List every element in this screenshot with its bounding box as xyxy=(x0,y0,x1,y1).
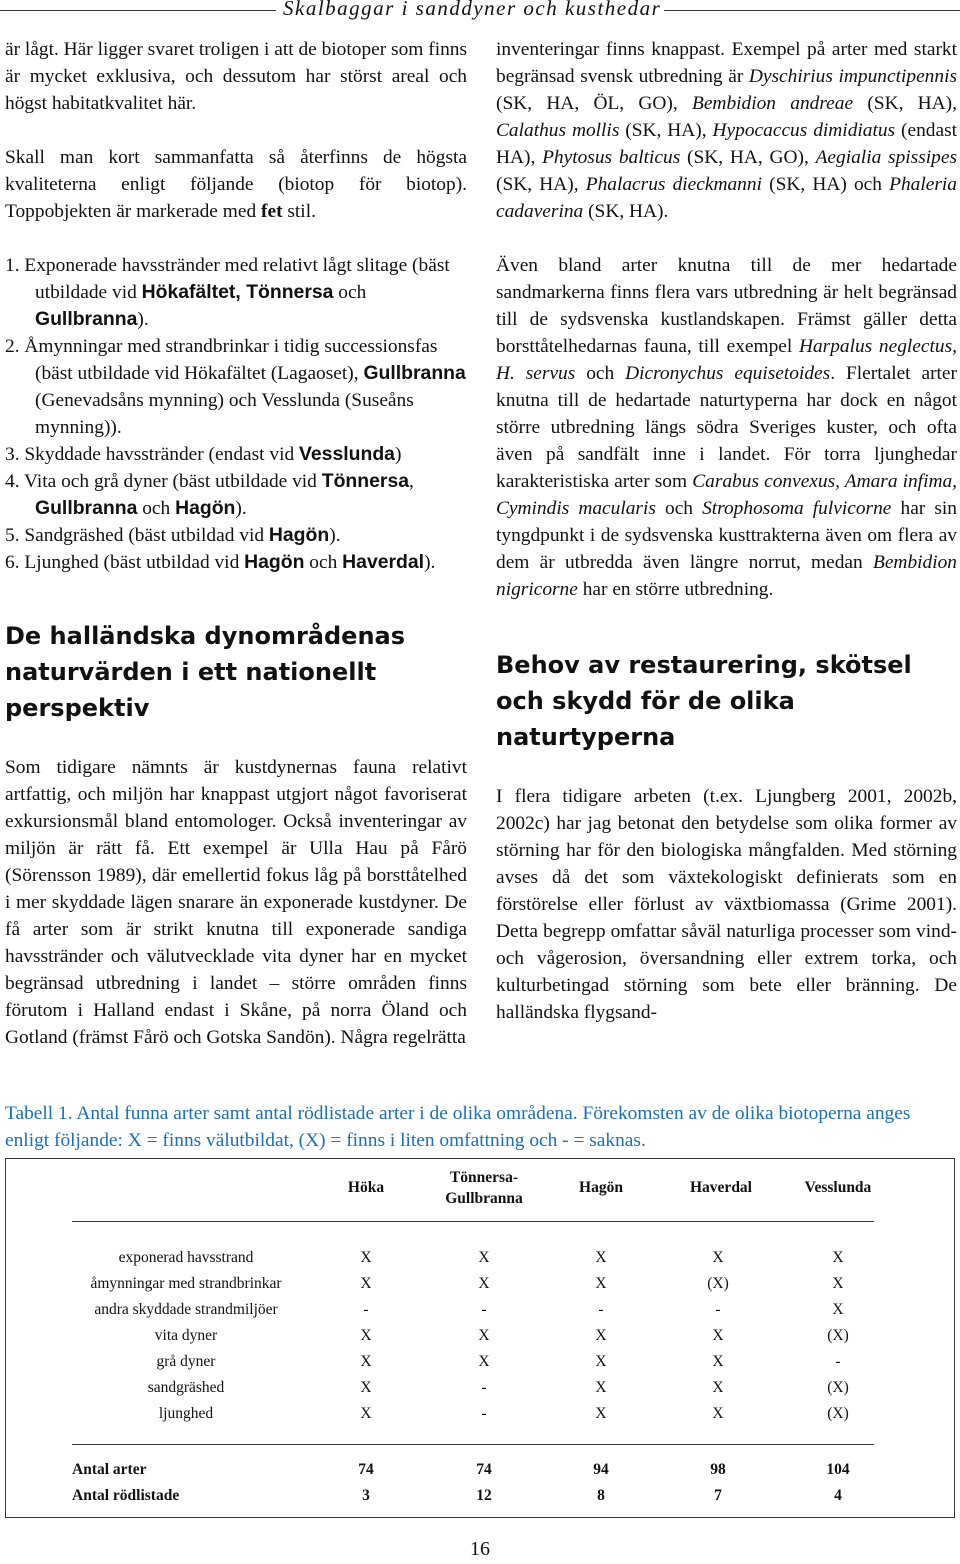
cell: X xyxy=(712,1379,724,1396)
list-item: 4. Vita och grå dyner (bäst utbildade vid Tönnersa, Gullbranna och Hagön). xyxy=(5,470,414,519)
cell: 4 xyxy=(834,1487,842,1504)
left-paragraph-2: Skall man kort sammanfatta så återfinns de högsta kvaliteterna enligt följande (biotop för biotop). Toppobjekten är markerade med fet stil. xyxy=(5,147,467,222)
running-header xyxy=(0,0,960,22)
cell: 3 xyxy=(362,1487,370,1504)
cell: - xyxy=(363,1301,369,1318)
right-column xyxy=(496,36,957,1026)
list-item: 3. Skyddade havsstränder (endast vid Vesslunda) xyxy=(5,443,402,465)
left-paragraph-1: är lågt. Här ligger svaret troligen i att de biotoper som finns är mycket exklusiva, och dessutom har störst areal och högst habitatkvalitet här. xyxy=(5,39,468,114)
cell: X xyxy=(832,1301,844,1318)
cell: 104 xyxy=(826,1461,850,1478)
cell: X xyxy=(595,1353,607,1370)
cell: X xyxy=(360,1379,372,1396)
left-column xyxy=(5,36,467,1051)
col-header-haverdal: Haverdal xyxy=(690,1179,752,1196)
cell: (X) xyxy=(827,1327,849,1344)
biotope-list xyxy=(5,252,467,576)
cell: X xyxy=(360,1327,372,1344)
right-paragraph-1: inventeringar finns knappast. Exempel på arter med starkt begränsad svensk utbredning är Dyschirius impunctipennis (SK, HA, ÖL, GO), Bembidion andreae (SK, HA), Calathus mollis (SK, HA), Hypocaccus dimidiatus (endast HA), Phytosus balticus (SK, HA, GO), Aegialia spissipes (SK, HA), Phalacrus dieckmanni (SK, HA) och Phaleria cadaverina (SK, HA). xyxy=(496,39,958,222)
row-label: Antal arter xyxy=(72,1461,147,1478)
cell: 98 xyxy=(710,1461,726,1478)
cell: - xyxy=(481,1405,487,1422)
col-header-vesslunda: Vesslunda xyxy=(804,1179,872,1196)
header-rule-right xyxy=(664,10,960,11)
header-rule-left xyxy=(0,10,276,11)
cell: X xyxy=(832,1249,844,1266)
header-title: Skalbaggar i sanddyner och kusthedar xyxy=(283,0,662,20)
cell: - xyxy=(835,1353,841,1370)
cell: - xyxy=(715,1301,721,1318)
cell: X xyxy=(595,1327,607,1344)
col-header-tonnersa: Tönnersa- xyxy=(449,1169,519,1186)
cell: X xyxy=(595,1249,607,1266)
cell: 74 xyxy=(358,1461,374,1478)
table-caption: Tabell 1. Antal funna arter samt antal rödlistade arter i de olika områdena. Förekomsten av de olika biotoperna anges enligt följande: X = finns välutbildat, (X) = finns i liten omfattning och - = saknas. xyxy=(5,1103,911,1151)
cell: 94 xyxy=(593,1461,609,1478)
row-label: vita dyner xyxy=(154,1327,218,1344)
cell: X xyxy=(360,1249,372,1266)
cell: X xyxy=(712,1327,724,1344)
cell: 12 xyxy=(476,1487,492,1504)
left-paragraph-3: Som tidigare nämnts är kustdynernas fauna relativt artfattig, och miljön har knappast utgjort något favoriserat exkursionsmål bland entomologer. Också inventeringar av miljön är rätt få. Ett exempel är Ulla Hau på Fårö (Sörensson 1989), där emellertid fokus låg på borsttåtelhed i mer skyddade lägen snarare än exponerade kustdyner. De få arter som är strikt knutna till exponerade sandiga havsstränder och välutvecklade vita dyner har en mycket begränsad utbredning i landet – större områden finns förutom i Halland endast i Skåne, på norra Öland och Gotland (främst Fårö och Gotska Sandön). Några regelrätta xyxy=(5,757,467,1048)
cell: - xyxy=(481,1301,487,1318)
right-paragraph-3: I flera tidigare arbeten (t.ex. Ljungberg 2001, 2002b, 2002c) har jag betonat den betydelse som olika former av störning har för den biologiska mångfalden. Med störning avses då det som växtekologiskt definierats som en förstörelse eller förlust av växtbiomassa (Grime 2001). Detta begrepp omfattar såväl naturliga processer som vind- och vågerosion, översandning eller extrem torka, och kulturbetingad störning som bete eller bränning. De halländska flygsand- xyxy=(496,786,957,1023)
cell: X xyxy=(595,1379,607,1396)
table-rule-totals xyxy=(72,1444,874,1445)
row-label: åmynningar med strandbrinkar xyxy=(90,1275,282,1292)
cell: (X) xyxy=(827,1405,849,1422)
cell: X xyxy=(595,1275,607,1292)
list-item: 1. Exponerade havsstränder med relativt lågt slitage (bäst utbildade vid Hökafältet, Tönnersa och Gullbranna). xyxy=(5,255,450,330)
cell: X xyxy=(712,1353,724,1370)
row-label: andra skyddade strandmiljöer xyxy=(94,1301,278,1318)
cell: X xyxy=(478,1353,490,1370)
species-table xyxy=(5,1158,955,1518)
cell: X xyxy=(360,1275,372,1292)
cell: X xyxy=(360,1405,372,1422)
cell: 74 xyxy=(476,1461,492,1478)
row-label: exponerad havsstrand xyxy=(118,1249,254,1266)
cell: X xyxy=(478,1327,490,1344)
page-number: 16 xyxy=(470,1538,490,1560)
section-heading-restoration: Behov av restaurering, skötsel och skydd för de olika naturtyperna xyxy=(496,651,912,751)
cell: X xyxy=(478,1275,490,1292)
cell: 7 xyxy=(714,1487,722,1504)
row-label: Antal rödlistade xyxy=(72,1487,180,1504)
cell: 8 xyxy=(597,1487,605,1504)
cell: - xyxy=(598,1301,604,1318)
cell: X xyxy=(712,1405,724,1422)
right-paragraph-2: Även bland arter knutna till de mer hedartade sandmarkerna finns flera vars utbredning är helt begränsad till de sydsvenska kustlandskapen. Främst gäller detta borsttåtelhedarnas fauna, till exempel Harpalus neglectus, H. servus och Dicronychus equisetoides. Flertalet arter knutna till de hedartade naturtyperna har dock en något större utbredning längs södra Sveriges kuster, och ofta även på sandfält inne i landet. För torra ljunghedar karakteristiska arter som Carabus convexus, Amara infima, Cymindis macularis och Strophosoma fulvicorne har sin tyngdpunkt i de sydsvenska kusttrakterna även om flera av dem är utbredda även längre norrut, medan Bembidion nigricorne har en större utbredning. xyxy=(496,255,958,600)
cell: X xyxy=(595,1405,607,1422)
col-header-gullbranna: Gullbranna xyxy=(445,1190,523,1207)
table-body xyxy=(6,1159,954,1517)
list-item: 2. Åmynningar med strandbrinkar i tidig successionsfas (bäst utbildade vid Hökafältet (Lagaoset), Gullbranna (Genevadsåns mynning) och Vesslunda (Suseåns mynning)). xyxy=(5,336,466,438)
cell: (X) xyxy=(827,1379,849,1396)
row-label: ljunghed xyxy=(158,1405,214,1422)
cell: - xyxy=(481,1379,487,1396)
row-label: grå dyner xyxy=(156,1353,216,1370)
list-item: 6. Ljunghed (bäst utbildad vid Hagön och Haverdal). xyxy=(5,551,436,573)
section-heading-natural-values: De halländska dynområdenas naturvärden i ett nationellt perspektiv xyxy=(5,622,406,722)
cell: X xyxy=(832,1275,844,1292)
table-rule-header xyxy=(72,1221,874,1222)
cell: X xyxy=(712,1249,724,1266)
cell: X xyxy=(360,1353,372,1370)
cell: X xyxy=(478,1249,490,1266)
list-item: 5. Sandgräshed (bäst utbildad vid Hagön). xyxy=(5,524,341,546)
col-header-hoka: Höka xyxy=(347,1179,385,1196)
cell: (X) xyxy=(707,1275,729,1292)
col-header-hagon: Hagön xyxy=(579,1179,623,1196)
row-label: sandgräshed xyxy=(147,1379,225,1396)
